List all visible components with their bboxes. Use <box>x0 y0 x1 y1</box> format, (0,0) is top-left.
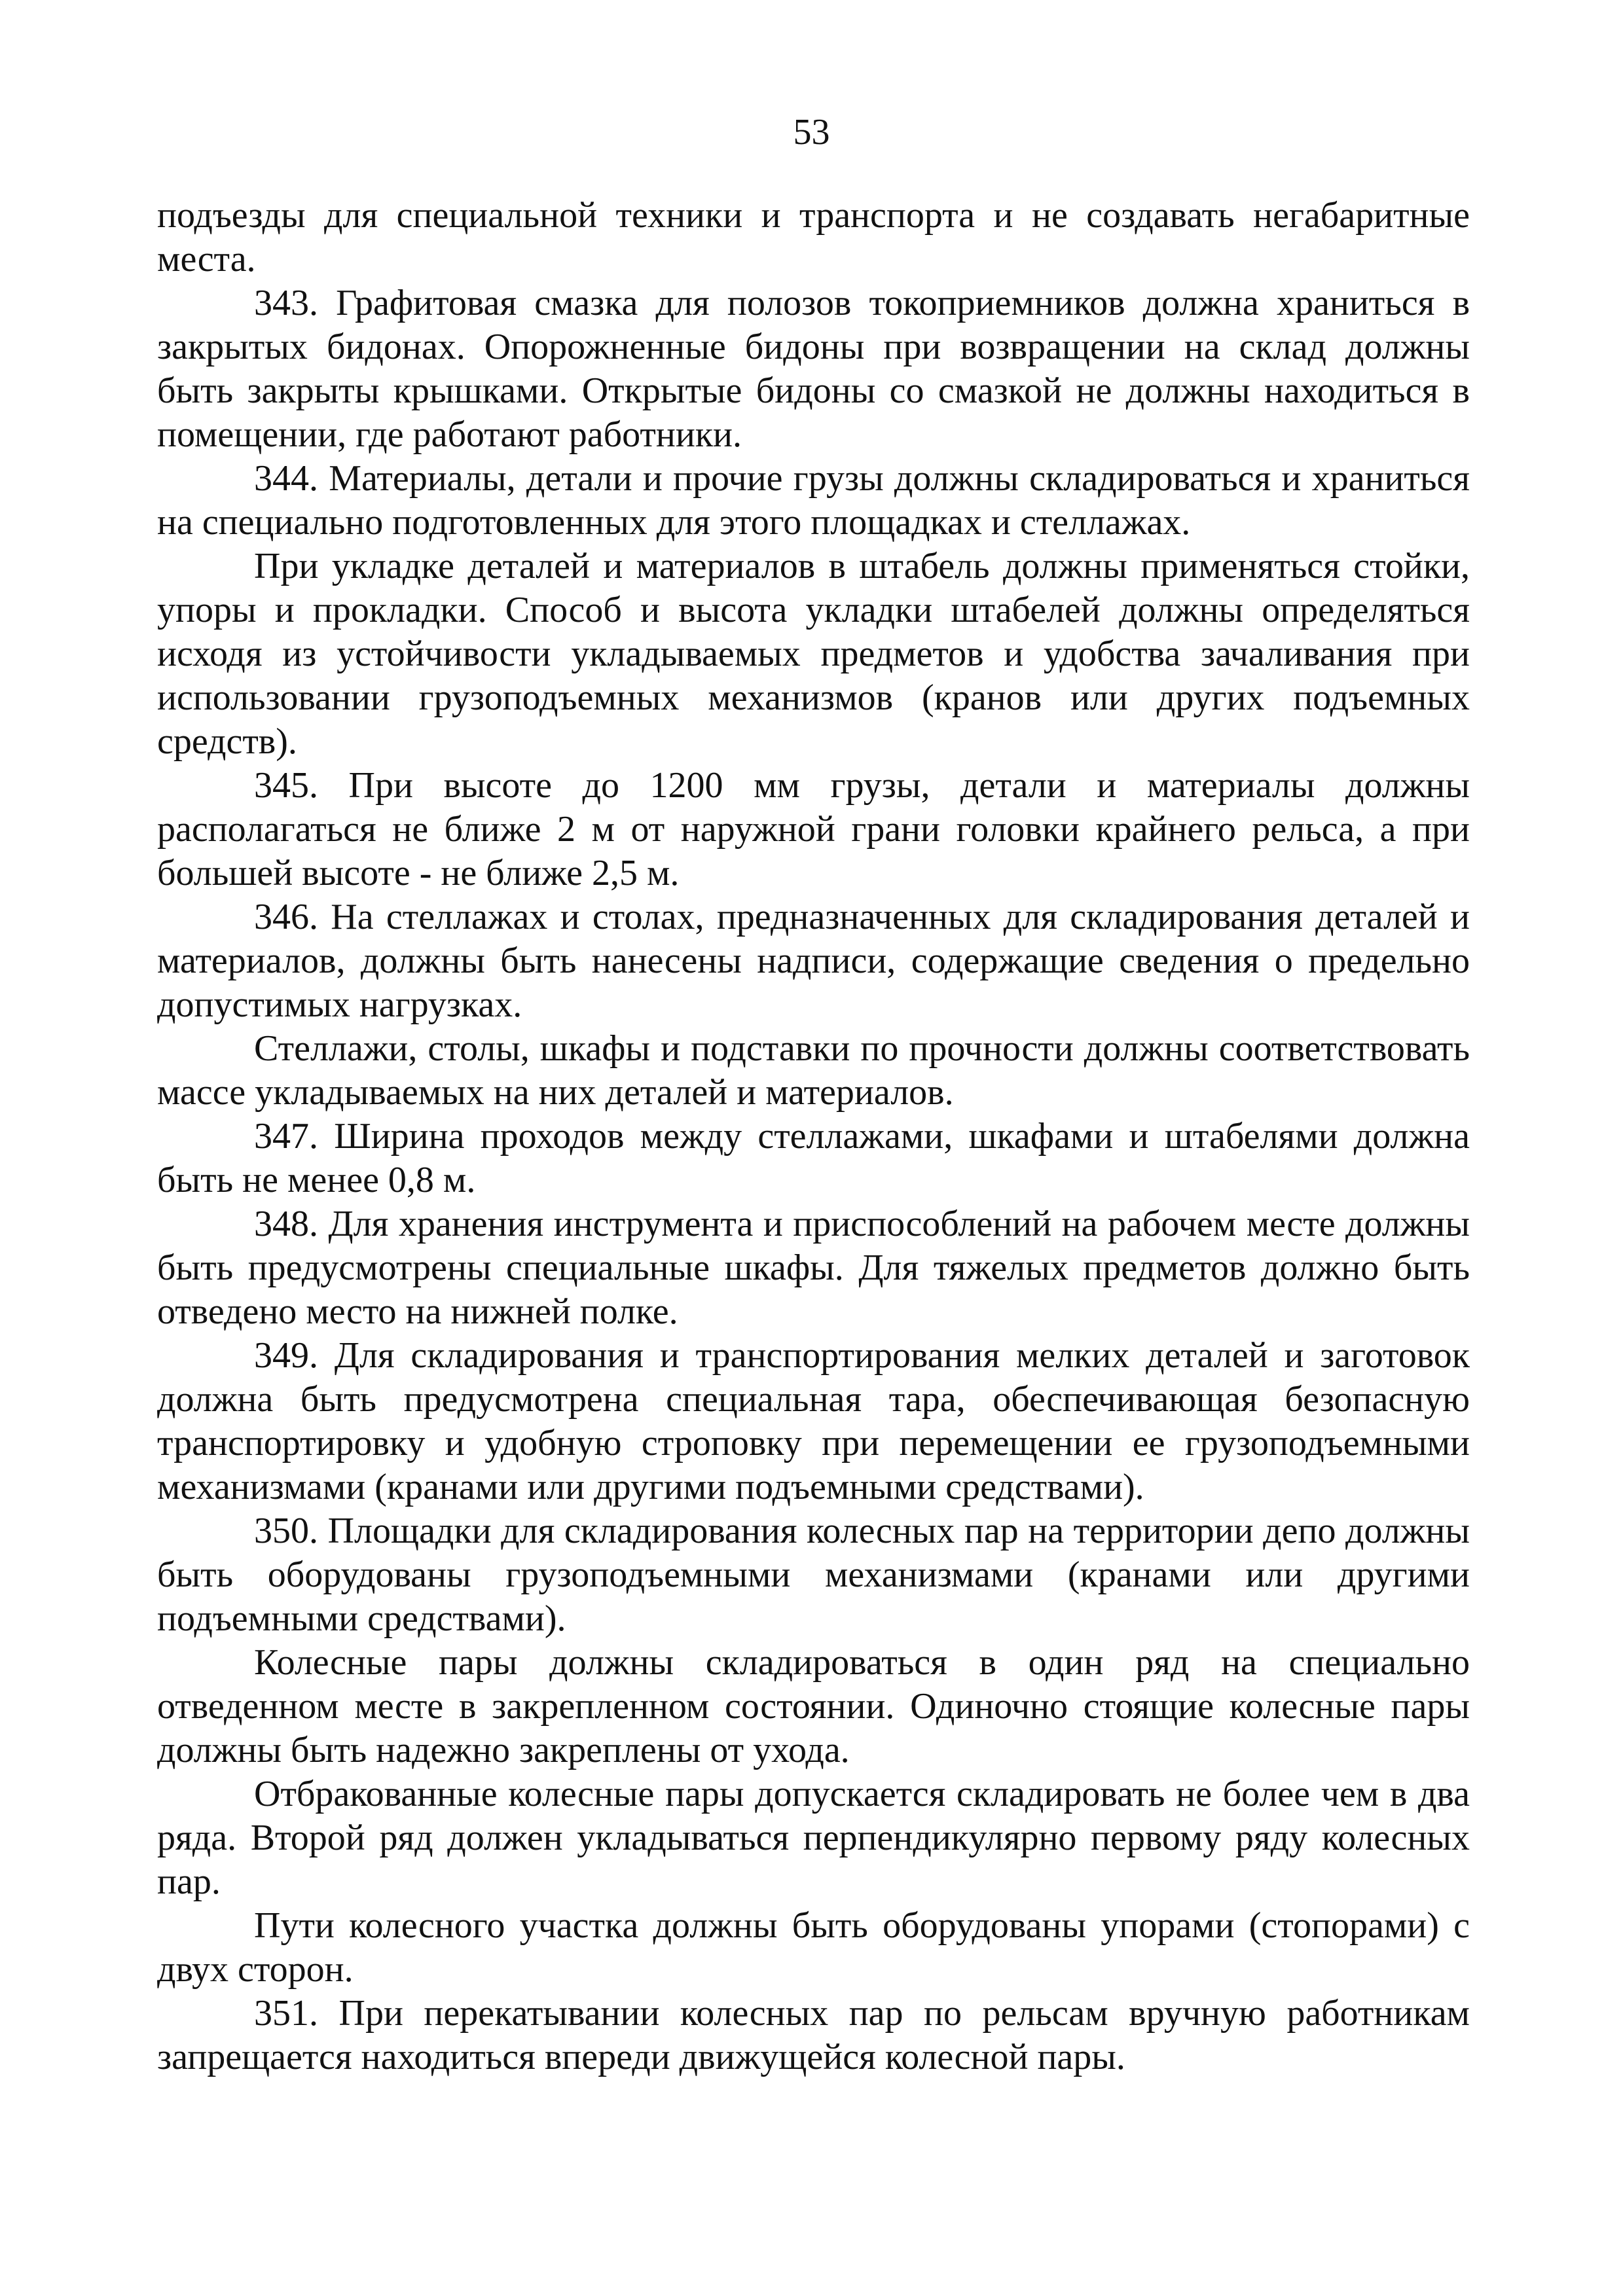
paragraph-text: Для складирования и транспортирования мелких деталей и заготовок должна быть предусмотрена специальная тара, обеспечивающая безопасную транспортировку и удобную строповку при перемещении ее грузоподъемными механизмами (кранами или другими подъемными средствами). <box>157 1335 1470 1507</box>
paragraph-349 <box>157 1334 1470 1509</box>
item-number: 348. <box>254 1204 318 1244</box>
page-number: 53 <box>793 112 830 152</box>
item-number: 343. <box>254 283 318 323</box>
item-number: 351. <box>254 1993 318 2034</box>
paragraph-344-stacking <box>157 545 1470 764</box>
paragraph-text: Пути колесного участка должны быть оборудованы упорами (стопорами) с двух сторон. <box>157 1905 1470 1990</box>
paragraph-350-rejected <box>157 1772 1470 1904</box>
paragraph-text: Ширина проходов между стеллажами, шкафами и штабелями должна быть не менее 0,8 м. <box>157 1116 1470 1200</box>
paragraph-344 <box>157 457 1470 545</box>
paragraph-text: Колесные пары должны складироваться в один ряд на специально отведенном месте в закрепленном состоянии. Одиночно стоящие колесные пары должны быть надежно закреплены от ухода. <box>157 1642 1470 1770</box>
paragraph-345 <box>157 764 1470 895</box>
paragraph-text: При перекатывании колесных пар по рельсам вручную работникам запрещается находиться впереди движущейся колесной пары. <box>157 1993 1470 2077</box>
paragraph-346 <box>157 895 1470 1027</box>
item-number: 345. <box>254 765 318 806</box>
paragraph-text: На стеллажах и столах, предназначенных для складирования деталей и материалов, должны быть нанесены надписи, содержащие сведения о предельно допустимых нагрузках. <box>157 897 1470 1025</box>
paragraph-343 <box>157 281 1470 457</box>
paragraph-continuation <box>157 194 1470 281</box>
paragraph-348 <box>157 1202 1470 1334</box>
paragraph-347 <box>157 1115 1470 1202</box>
paragraph-text: Для хранения инструмента и приспособлений на рабочем месте должны быть предусмотрены специальные шкафы. Для тяжелых предметов должно быть отведено место на нижней полке. <box>157 1204 1470 1332</box>
paragraph-350-tracks <box>157 1904 1470 1992</box>
paragraph-text: При высоте до 1200 мм грузы, детали и материалы должны располагаться не ближе 2 м от наружной грани головки крайнего рельса, а при большей высоте - не ближе 2,5 м. <box>157 765 1470 893</box>
paragraph-350-storage <box>157 1641 1470 1772</box>
item-number: 346. <box>254 897 318 937</box>
paragraph-text: Материалы, детали и прочие грузы должны складироваться и храниться на специально подготовленных для этого площадках и стеллажах. <box>157 458 1470 543</box>
item-number: 344. <box>254 458 318 499</box>
paragraph-text: Отбракованные колесные пары допускается складировать не более чем в два ряда. Второй ряд должен укладываться перпендикулярно первому ряду колесных пар. <box>157 1774 1470 1902</box>
paragraph-text: При укладке деталей и материалов в штабель должны применяться стойки, упоры и прокладки. Способ и высота укладки штабелей должны определяться исходя из устойчивости укладываемых предметов и удобства зачаливания при использовании грузоподъемных механизмов (кранов или других подъемных средств). <box>157 546 1470 762</box>
item-number: 349. <box>254 1335 318 1376</box>
document-body <box>157 194 1470 2079</box>
paragraph-351 <box>157 1992 1470 2079</box>
paragraph-text: Стеллажи, столы, шкафы и подставки по прочности должны соответствовать массе укладываемых на них деталей и материалов. <box>157 1028 1470 1113</box>
paragraph-350 <box>157 1509 1470 1641</box>
paragraph-346-strength <box>157 1027 1470 1115</box>
paragraph-text: Площадки для складирования колесных пар на территории депо должны быть оборудованы грузоподъемными механизмами (кранами или другими подъемными средствами). <box>157 1511 1470 1639</box>
paragraph-text: Графитовая смазка для полозов токоприемников должна храниться в закрытых бидонах. Опорожненные бидоны при возвращении на склад должны быть закрыты крышками. Открытые бидоны со смазкой не должны находиться в помещении, где работают работники. <box>157 283 1470 455</box>
item-number: 347. <box>254 1116 318 1157</box>
item-number: 350. <box>254 1511 318 1551</box>
paragraph-text: подъезды для специальной техники и транспорта и не создавать негабаритные места. <box>157 195 1470 279</box>
